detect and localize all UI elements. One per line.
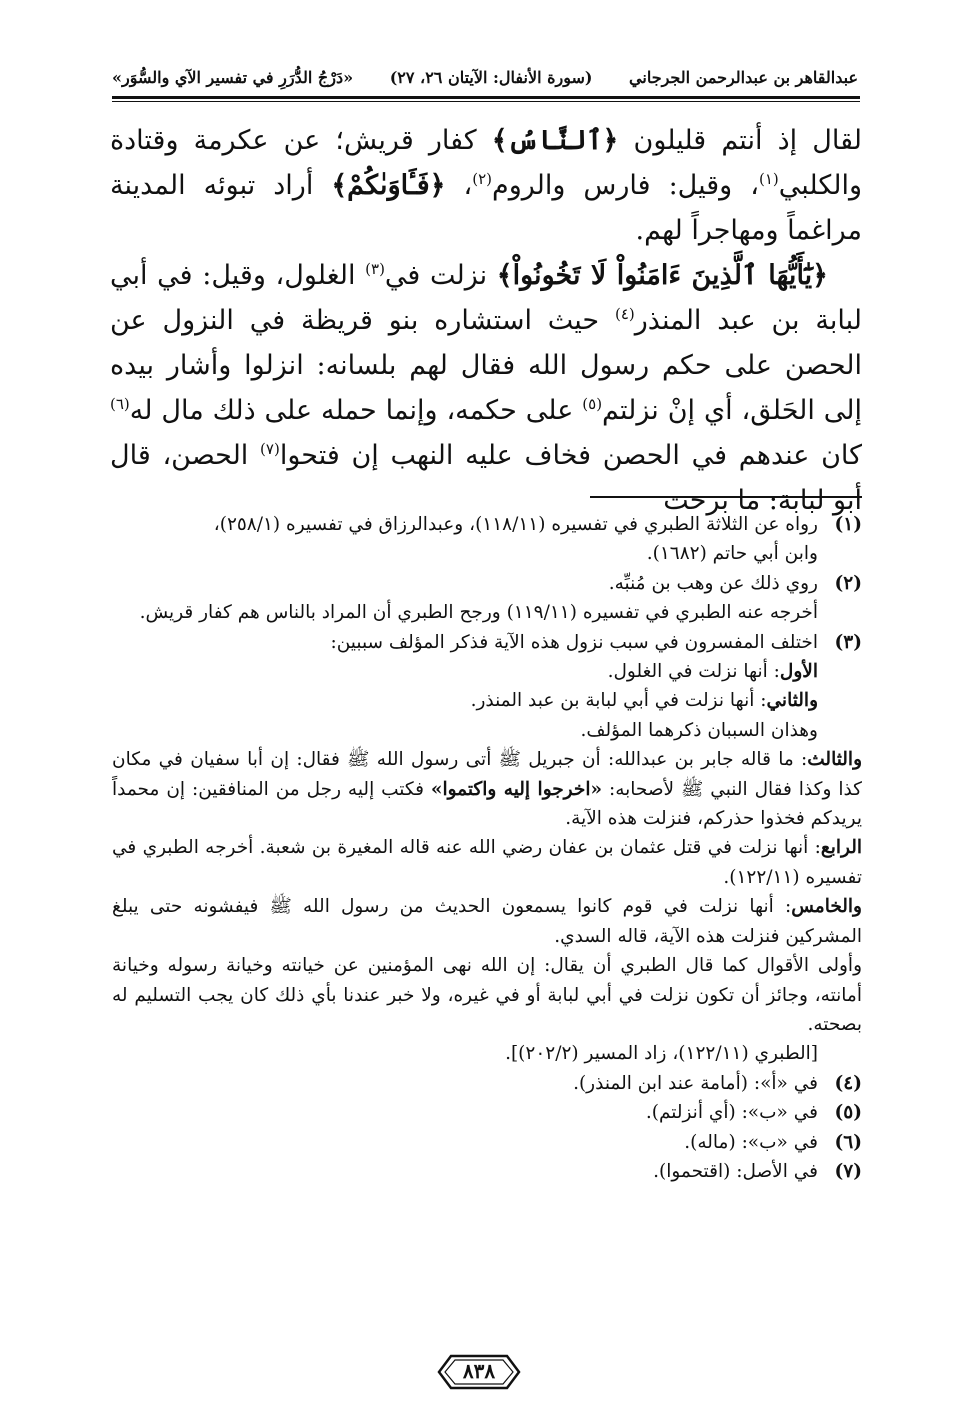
paragraph-1: لقال إذ أنتم قليلون ﴿ٱلنَّاسُ﴾ كفار قريش؛ عن عكرمة وقتادة والكلبي$^{(١)}$، وقيل: فارس والروم$^{(٢)}$، ﴿فَـَٔاوَىٰكُمْ﴾ أراد تبوئه المدينة مراغماً ومهاجراً لهم. — [110, 125, 863, 246]
footnote-marker[interactable]: (١) — [758, 170, 779, 188]
page-number-ornament — [437, 1354, 521, 1390]
footnote-marker[interactable]: (٣) — [365, 260, 385, 278]
header-rule — [112, 96, 860, 99]
reason-fourth: الرابع: أنها نزلت في قتل عثمان بن عفان رضي الله عنه قاله المغيرة بن شعبة. أخرجه الطبري في تفسيره (١٢٢/١١). — [112, 837, 862, 888]
reason-fifth: والخامس: أنها نزلت في قوم كانوا يسمعون الحديث من رسول الله ﷺ فيفشونه حتى يبلغ المشركين فنزلت هذه الآية، قاله السدي. — [112, 896, 862, 947]
footnote-marker[interactable]: (٤) — [614, 305, 635, 323]
header-surah: (سورة الأنفال: الآيتان ٢٦، ٢٧) — [389, 67, 593, 87]
footnote-number: (١) — [834, 514, 862, 535]
main-text — [110, 118, 862, 523]
paragraph-2: ﴿يَٰٓأَيُّهَا ٱلَّذِينَ ءَامَنُواْ لَا تَخُونُواْ﴾ نزلت في$^{(٣)}$ الغلول، وقيل: في أبي لبابة بن عبد المنذر$^{(٤)}$ حيث استشاره بنو قريظة في النزول عن الحصن على حكم رسول الله فقال لهم بلسانه: انزلوا وأشار بيده إلى الحَلق، أي إنْ نزلتم$^{(٥)}$ على حكمه، وإنما حمله على ذلك مال له$^{(٦)}$ كان عندهم في الحصن فخاف عليه النهب إن فتحوا$^{(٧)}$ الحصن، قال أبو لبابة: ما برحت — [110, 260, 863, 516]
footnote-number: (٣) — [834, 631, 862, 653]
footnote-separator — [590, 496, 862, 498]
footnote-marker[interactable]: (٧) — [260, 440, 280, 458]
quran-word: ﴿فَـَٔاوَىٰكُمْ﴾ — [331, 170, 446, 201]
footnote-6: (٦) في «ب»: (ماله). — [112, 1128, 862, 1157]
footnote-3-references: [الطبري (١٢٢/١١)، زاد المسير (٢٠٢/٢)]. — [505, 1043, 818, 1065]
reason-first: الأول: أنها نزلت في الغلول. — [607, 661, 818, 683]
reason-second: والثاني: أنها نزلت في أبي لبابة بن عبد المنذر. — [470, 690, 818, 712]
footnote-number: (٢) — [834, 572, 862, 594]
footnote-2-source: أخرجه عنه الطبري في تفسيره (١١٩/١١) ورجح الطبري أن المراد بالناس هم كفار قريش. — [139, 602, 818, 624]
page-number: ٨٣٨ — [462, 1359, 496, 1383]
footnote-2: (٢) روي ذلك عن وهب بن مُنبِّه. — [112, 569, 862, 598]
footnote-5: (٥) في «ب»: (أي أنزلتم). — [112, 1098, 862, 1127]
footnote-4: (٤) في «أ»: (أمامة عند ابن المنذر). — [112, 1069, 862, 1098]
footnote-number: (٦) — [834, 1131, 862, 1153]
quran-word: ﴿ٱلنَّاسُ﴾ — [491, 125, 619, 156]
header-book-title: «دَرْجُ الدُّرَرِ في تفسير الآي والسُّوَر» — [112, 67, 354, 87]
best-opinion: وأولى الأقوال كما قال الطبري أن يقال: إن الله نهى المؤمنين عن خيانته وخيانة رسوله وخيانة أمانته، وجائز أن تكون نزلت في أبي لبابة أو في غيره، ولا خبر عندنا بأي ذلك كان يجب التسليم له بصحته. — [112, 955, 862, 1035]
footnotes — [112, 510, 862, 1186]
quran-verse: ﴿يَٰٓأَيُّهَا ٱلَّذِينَ ءَامَنُواْ لَا تَخُونُواْ﴾ — [496, 260, 829, 291]
footnote-number: (٥) — [834, 1102, 862, 1124]
hadith-quote: «اخرجوا إليه واكتموا» — [430, 778, 603, 800]
footnote-marker[interactable]: (٢) — [472, 170, 492, 188]
header-rule-thin — [112, 101, 860, 102]
header-author: عبدالقاهر بن عبدالرحمن الجرجاني — [629, 67, 858, 87]
footnote-1: (١) رواه عن الثلاثة الطبري في تفسيره (١١٨/١١)، وعبدالرزاق في تفسيره (٢٥٨/١)، وابن أبي حاتم (١٦٨٢). — [112, 510, 862, 569]
reason-third: والثالث: ما قاله جابر بن عبدالله: أن جبريل ﷺ أتى رسول الله ﷺ فقال: إن أبا سفيان في مكان كذا وكذا فقال النبي ﷺ لأصحابه: «اخرجوا إليه واكتموا» فكتب إليه رجل من المنافقين: إن محمداً يريدكم فخذوا حذركم، فنزلت هذه الآية. — [112, 749, 862, 830]
running-header — [112, 62, 858, 92]
footnote-marker[interactable]: (٦) — [110, 395, 130, 413]
footnote-marker[interactable]: (٥) — [582, 395, 603, 413]
footnote-3: (٣) اختلف المفسرون في سبب نزول هذه الآية فذكر المؤلف سببين: الأول: أنها نزلت في الغلول. والثاني: أنها نزلت في أبي لبابة بن عبد المنذر. وهذان السببان ذكرهما المؤلف. — [112, 628, 862, 746]
footnote-number: (٤) — [834, 1072, 862, 1094]
footnote-number: (٧) — [834, 1160, 862, 1182]
footnote-7: (٧) في الأصل: (اقتحموا). — [112, 1157, 862, 1186]
